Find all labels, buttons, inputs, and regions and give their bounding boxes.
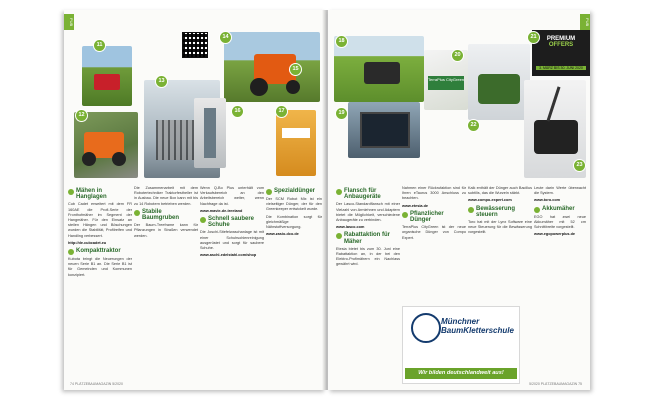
- text-column-4: [534, 186, 586, 296]
- image-number-badge: 20: [452, 50, 463, 61]
- text-column-1: [336, 186, 400, 270]
- bullet-icon: [266, 189, 272, 195]
- paragraph: Die Kombination sorgt für gleichmäßige Nährstoffversorgung.: [266, 214, 322, 230]
- photo-boot-washer: [194, 98, 226, 168]
- bullet-icon: [200, 217, 206, 223]
- ad-banner: Wir bilden deutschlandweit aus!: [405, 368, 517, 379]
- heading-plant-fertilizer: Pflanzlicher Dünger: [402, 211, 466, 223]
- paragraph: Die Joschi-Stiefelwaschanlage ist mit einer Schuhsohlenreinigung ausgerüstet und sorgt für saubere Schuhe.: [200, 230, 264, 251]
- photo-fertilizer-bag: [276, 110, 316, 176]
- bullet-icon: [134, 210, 140, 216]
- right-page: [328, 10, 590, 390]
- paragraph: Wenn Q-Bo Plus unterhält vom Verkaufsbereich an den Arbeitsbereich weiter, wenn Nachfrage da ist.: [200, 186, 264, 206]
- heading-clean-shoes: Schnell saubere Schuhe: [200, 216, 264, 228]
- image-number-badge: 11: [94, 40, 105, 51]
- image-number-badge: 14: [220, 32, 231, 43]
- heading-battery-mower: Akkumäher: [534, 206, 586, 213]
- tree-logo-icon: [411, 313, 441, 343]
- image-number-badge: 19: [336, 108, 347, 119]
- premium-offers-banner: [532, 30, 590, 76]
- paragraph: TerraPlus CityGreen ist der neue organische Dünger von Compo Expert.: [402, 225, 466, 240]
- paragraph: Etesia bietet bis zum 30. Juni eine Rabattaktion an, in der bei den Elektro-Profimähern ein Nachlass gewährt wird.: [336, 246, 400, 267]
- magazine-spread: [64, 10, 590, 390]
- paragraph: Die Zusammenarbeit mit dem Robotertechniker Traktorfestheller ist in Ausbau. Die neue Box kann mit bis zu 14 Robotern betrieben werden.: [134, 186, 198, 206]
- url-link[interactable]: www.etesia.de: [402, 203, 429, 208]
- bullet-icon: [336, 189, 342, 195]
- page-footer: 5/2020 PLÄTZEBAUMAGAZIN 75: [529, 382, 582, 386]
- image-number-badge: 15: [290, 64, 301, 75]
- section-tab: PUB: [580, 14, 590, 30]
- text-column-2: [134, 186, 198, 241]
- heading-discount: Rabattaktion für Mäher: [336, 232, 400, 244]
- image-number-badge: 13: [156, 76, 167, 87]
- photo-electric-mower: [468, 44, 530, 120]
- ad-title: Münchner BaumKletterschule: [441, 317, 514, 335]
- text-column-2: [402, 186, 466, 296]
- text-column-3: [468, 186, 532, 296]
- paragraph: Der Baum-Treeframe kann für Pflanzungen in Straßen verwendet werden.: [134, 223, 198, 238]
- heading-tree-pits: Stabile Baumgruben: [134, 209, 198, 221]
- photo-hang-mower: [82, 46, 132, 106]
- url-link[interactable]: www.zasio-dco.de: [266, 232, 299, 237]
- heading-special-fertilizer: Spezialdünger: [266, 188, 322, 195]
- bullet-icon: [336, 233, 342, 239]
- text-column-1: [68, 186, 132, 280]
- heading-irrigation: Bewässerung steuern: [468, 206, 532, 218]
- text-column-4: [266, 186, 322, 239]
- qr-code: [182, 32, 208, 58]
- bullet-icon: [68, 249, 74, 255]
- photo-field-mower: [334, 36, 424, 102]
- photo-fertilizer-pack: TerraPlus CityGreen: [424, 50, 468, 110]
- photo-compact-tractor: [74, 112, 138, 178]
- image-number-badge: 21: [528, 32, 539, 43]
- image-number-badge: 16: [232, 106, 243, 117]
- image-number-badge: 22: [468, 120, 479, 131]
- url-link[interactable]: www.toro.com: [534, 198, 561, 203]
- image-number-badge: 17: [276, 106, 287, 117]
- paragraph: Kalk enthält der Dünger auch Bacillus subtilis, das die Wurzeln stärkt.: [468, 186, 532, 196]
- url-link[interactable]: www.lasco.com: [336, 225, 365, 230]
- page-footer: 74 PLÄTZEBAUMAGAZIN 5/2020: [70, 382, 123, 386]
- bullet-icon: [534, 207, 540, 213]
- heading-compact-tractor: Kompakttraktor: [68, 248, 132, 255]
- bullet-icon: [402, 212, 408, 218]
- paragraph: Toro hat mit der Lynx Software eine neue Steuerung für die Bewässerung vorgestellt.: [468, 220, 532, 235]
- promo-line-2: OFFERS: [548, 42, 574, 48]
- section-tab: PUB: [64, 14, 74, 30]
- bullet-icon: [468, 207, 474, 213]
- bullet-icon: [68, 189, 74, 195]
- text-column-3: [200, 186, 264, 260]
- image-number-badge: 18: [336, 36, 347, 47]
- url-link[interactable]: www.aschl-edelstahl.com/shop: [200, 253, 257, 258]
- paragraph: Der Lasco-Standardflansch mit einer Vielzahl von Armlehnen und Adaptern bietet die Möglichkeit, verschiedene Anbaugeräte zu verbinden.: [336, 202, 400, 223]
- advertisement-climbing-school[interactable]: [402, 306, 520, 384]
- promo-line-1: PREMIUM: [546, 36, 576, 42]
- url-link[interactable]: www.compo-expert.com: [468, 198, 512, 203]
- left-page: [64, 10, 326, 390]
- photo-tablet: [348, 102, 420, 158]
- url-link[interactable]: www.mavie-de-treeland: [200, 208, 243, 213]
- heading-hang-mower: Mähen in Hanglagen: [68, 188, 132, 200]
- paragraph: Cub Cadet erweitert mit dem FR 160AE die Profi-Serie der Fronthofmäher im Segment der Hangmäher. Für den Einsatz an steilen Hängen und Böschungen wurden die Stabilität, Profilreifen und Handling verbessert.: [68, 202, 132, 238]
- paragraph: EGO hat zwei neue Akkumäher mit 52 cm Schnittbreite vorgestellt.: [534, 214, 586, 230]
- paragraph: Der SCM Robot Mix ist ein vielseitiger Dünger, der für den Greenkeeper entwickelt wurde.: [266, 197, 322, 212]
- url-link[interactable]: www.egopowerplus.de: [534, 232, 575, 237]
- image-number-badge: 12: [76, 110, 87, 121]
- image-number-badge: 23: [574, 160, 585, 171]
- promo-dates: 3. MÄRZ BIS 30. JUNI 2020: [536, 66, 586, 70]
- paragraph: Nahmen einer Rückrufaktion sind für Ihren eTaurus 3000 Anschluss zu beachten.: [402, 186, 466, 201]
- photo-kubota-tractor: [224, 32, 320, 102]
- url-link[interactable]: http://de.cubcadet.eu: [68, 240, 107, 245]
- paragraph: Kubota bringt die Neuerungen der neuen Serie B1 an. Die Serie B1 ist für Gemeinden und Kommunen konzipiert.: [68, 257, 132, 277]
- paragraph: Leute darin Werte überwacht die System.: [534, 186, 586, 196]
- heading-flange: Flansch für Anbaugeräte: [336, 188, 400, 200]
